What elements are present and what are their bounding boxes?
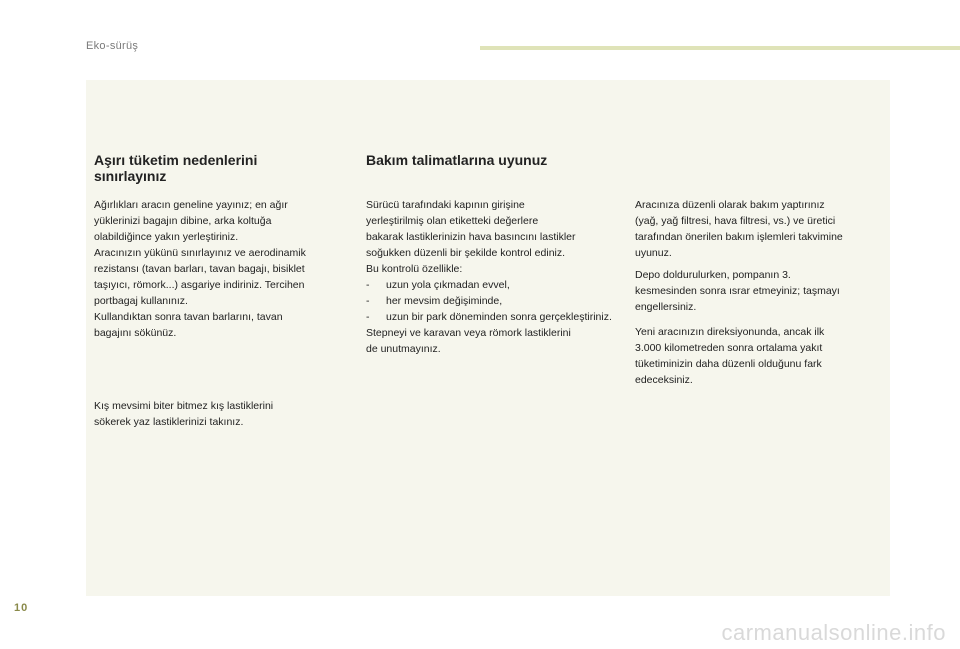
watermark: carmanualsonline.info [721, 620, 946, 645]
text-line: de unutmayınız. [366, 343, 441, 355]
list-item: - uzun yola çıkmadan evvel, [366, 279, 510, 291]
text-line: yüklerinizi bagajın dibine, arka koltuğa [94, 215, 272, 227]
text-line: bakarak lastiklerinizin hava basıncını lastikler [366, 231, 576, 243]
text-line: taşıyıcı, römork...) asgariye indiriniz. Tercihen [94, 279, 305, 291]
list-item: - uzun bir park döneminden sonra gerçekleştiriniz. [366, 311, 612, 323]
text-line: tarafından önerilen bakım işlemleri takvimine [635, 231, 843, 243]
section3-paragraph2 [635, 267, 840, 315]
text-line: yerleştirilmiş olan etiketteki değerlere [366, 215, 539, 227]
list-item: - her mevsim değişiminde, [366, 295, 503, 307]
text-line: sökerek yaz lastiklerinizi takınız. [94, 416, 244, 428]
page-header-title: Eko-sürüş [86, 40, 139, 52]
text-line: Ağırlıkları aracın geneline yayınız; en ağır [94, 199, 288, 211]
text-line: portbagaj kullanınız. [94, 295, 188, 307]
header-accent-bar [480, 46, 960, 50]
section3-paragraph3 [635, 324, 824, 388]
text-line: tüketiminizin daha düzenli olduğunu fark [635, 358, 822, 370]
text-line: soğukken düzenli bir şekilde kontrol ediniz. [366, 247, 566, 259]
section1-winter-note [94, 398, 273, 430]
text-line: rezistansı (tavan barları, tavan bagajı, bisiklet [94, 263, 305, 275]
section1-body [94, 197, 306, 341]
text-line: Stepneyi ve karavan veya römork lastiklerini [366, 327, 571, 339]
text-line: olabildiğince yakın yerleştiriniz. [94, 231, 239, 243]
text-line: edeceksiniz. [635, 374, 693, 386]
text-line: (yağ, yağ filtresi, hava filtresi, vs.) ve üretici [635, 215, 836, 227]
text-line: 3.000 kilometreden sonra ortalama yakıt [635, 342, 823, 354]
section3-paragraph1 [635, 197, 843, 261]
text-line: Kullandıktan sonra tavan barlarını, tavan [94, 311, 283, 323]
section2-body [366, 197, 612, 357]
text-line: bagajını sökünüz. [94, 327, 177, 339]
page-number: 10 [14, 602, 29, 614]
text-line: kesmesinden sonra ısrar etmeyiniz; taşmayı [635, 285, 840, 297]
text-line: Depo doldurulurken, pompanın 3. [635, 269, 791, 281]
text-line: Bu kontrolü özellikle: [366, 263, 463, 275]
text-line: Yeni aracınızın direksiyonunda, ancak ilk [635, 326, 825, 338]
text-line: uyunuz. [635, 247, 672, 259]
text-line: Kış mevsimi biter bitmez kış lastiklerini [94, 400, 274, 412]
section2-heading: Bakım talimatlarına uyunuz [366, 152, 548, 168]
section1-heading: Aşırı tüketim nedenlerini sınırlayınız [94, 152, 258, 184]
text-line: Aracınızın yükünü sınırlayınız ve aerodinamik [94, 247, 306, 259]
text-line: Aracınıza düzenli olarak bakım yaptırınız [635, 199, 825, 211]
text-line: engellersiniz. [635, 301, 697, 313]
text-line: Sürücü tarafındaki kapının girişine [366, 199, 525, 211]
